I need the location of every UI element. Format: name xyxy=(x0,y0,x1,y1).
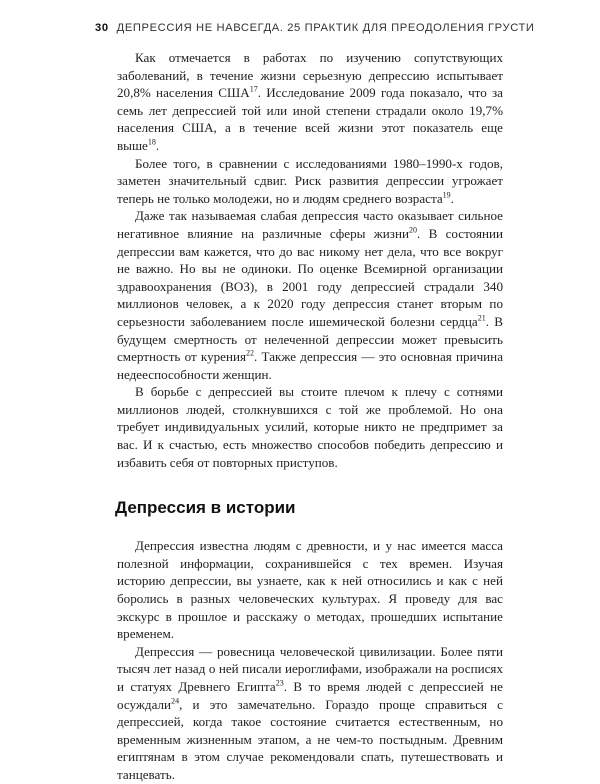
paragraph-text: , и это замечательно. Гораздо проще справиться с депрессией, когда такое состояние считается естественным, но временным жизненным этапом, а не чем-то постыдным. Древним египтянам в этом случае рекомендовали спать, путешествовать и танцевать. xyxy=(117,696,503,782)
page-number: 30 xyxy=(95,22,109,34)
section-heading: Депрессия в истории xyxy=(115,498,296,518)
paragraph xyxy=(117,537,503,643)
footnote-ref[interactable]: 23 xyxy=(275,678,284,688)
footnote-ref[interactable]: 18 xyxy=(147,137,156,147)
paragraph-text: Депрессия — ровесница человеческой цивилизации. Более пяти тысяч лет назад о ней писали иероглифами, изображали на росписях и статуях Древнего Египта xyxy=(117,643,503,694)
top-paragraphs xyxy=(117,49,503,471)
footnote-ref[interactable]: 22 xyxy=(246,348,255,358)
footnote-ref[interactable]: 24 xyxy=(171,696,180,706)
footnote-ref[interactable]: 17 xyxy=(249,84,258,94)
paragraph-text: . Также депрессия — это основная причина недееспособности женщин. xyxy=(117,349,504,382)
footnote-ref[interactable]: 21 xyxy=(477,313,486,323)
paragraph xyxy=(117,49,503,155)
paragraph-text: Депрессия известна людям с древности, и у нас имеется масса полезной информации, сохранившейся с тех времен. Изучая историю депрессии, вы узнаете, как к ней относились и как с ней боролись в разных человеческих культурах. Я проведу для вас экскурс в прошлое и расскажу о методах, прошедших испытание временем. xyxy=(117,538,503,642)
paragraph xyxy=(117,207,503,383)
running-title: ДЕПРЕССИЯ НЕ НАВСЕГДА. 25 ПРАКТИК ДЛЯ ПРЕОДОЛЕНИЯ ГРУСТИ xyxy=(116,22,535,34)
bottom-paragraphs xyxy=(117,537,503,783)
paragraph-text: . xyxy=(155,137,160,153)
paragraph-text: . В состоянии депрессии вам кажется, что до вас никому нет дела, что все вокруг не важно. Но вы не одиноки. По оценке Всемирной организации здравоохранения (ВОЗ), в 2001 году депрессией страдали 340 миллионов человек, а к 2020 году депрессия станет вторым по серьезности заболеванием после ишемической болезни сердца xyxy=(117,225,503,329)
paragraph-text: . В будущем смертность от нелеченной депрессии может превысить смертность от курения xyxy=(117,313,503,365)
paragraph-text: Как отмечается в работах по изучению сопутствующих заболеваний, в течение жизни серьезную депрессию испытывает 20,8% населения США xyxy=(117,50,503,101)
running-header xyxy=(95,22,535,34)
body-text xyxy=(117,49,503,784)
footnote-ref[interactable]: 20 xyxy=(408,225,417,235)
paragraph-text: В борьбе с депрессией вы стоите плечом к плечу с сотнями миллионов людей, столкнувшихся с той же проблемой. Но она требует индивидуальных усилий, которые никто не предпримет за вас. И к счастью, есть множество способов победить депрессию и избавить себя от повторных приступов. xyxy=(117,384,503,470)
paragraph-text: . В то время людей с депрессией не осуждали xyxy=(117,679,503,712)
paragraph-text: . Исследование 2009 года показало, что за семь лет депрессией той или иной степени страдали около 19,7% населения США, а в течение всей жизни этот показатель еще выше xyxy=(117,85,503,153)
paragraph-text: . xyxy=(450,190,454,206)
paragraph xyxy=(117,155,503,208)
paragraph-text: Более того, в сравнении с исследованиями 1980–1990-х годов, заметен значительный сдвиг. Риск развития депрессии угрожает теперь не только молодежи, но и людям среднего возраста xyxy=(117,155,503,206)
paragraph xyxy=(117,383,503,471)
paragraph xyxy=(117,643,503,784)
footnote-ref[interactable]: 19 xyxy=(442,190,451,200)
paragraph-text: Даже так называемая слабая депрессия часто оказывает сильное негативное влияние на различные сферы жизни xyxy=(117,208,503,241)
